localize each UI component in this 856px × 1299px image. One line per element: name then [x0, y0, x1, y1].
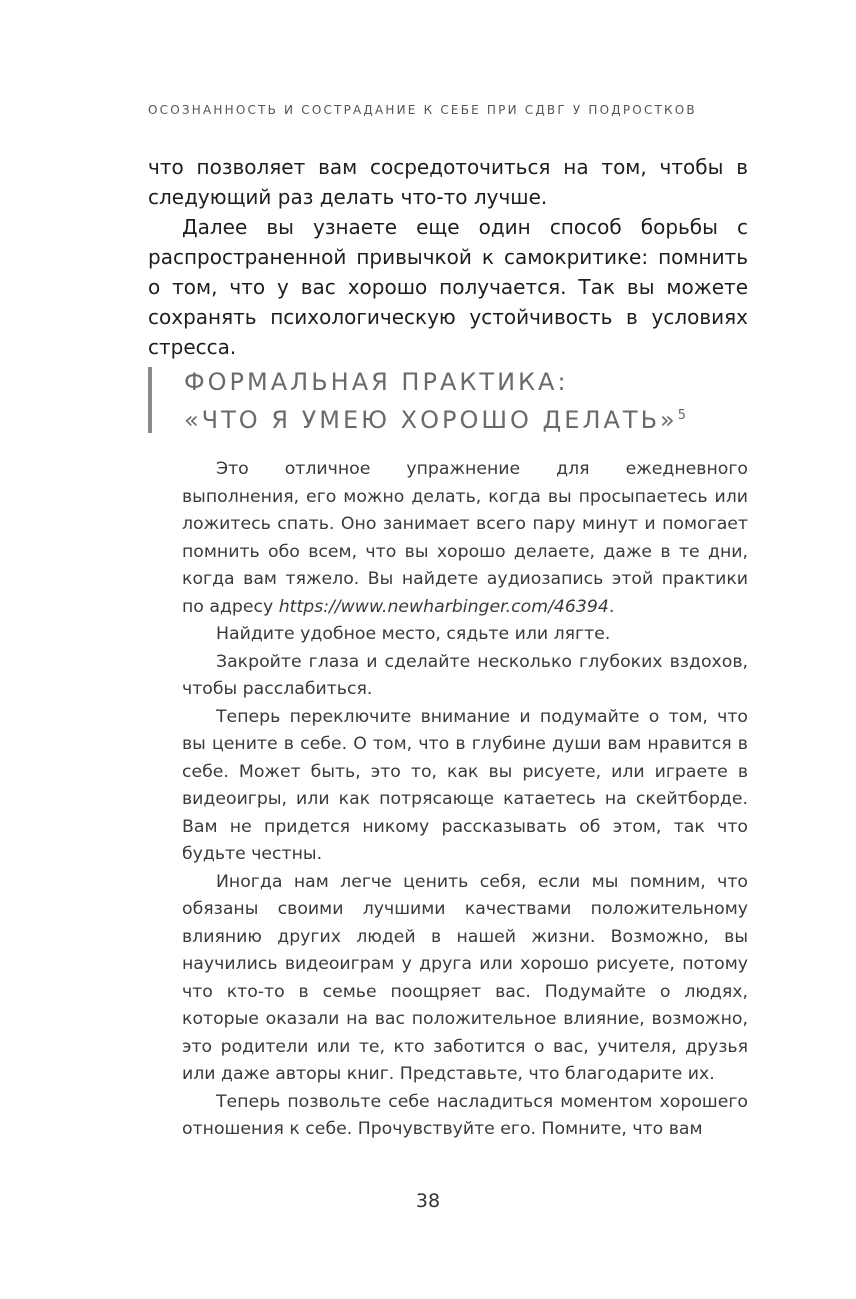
practice-title-line-2 — [184, 399, 744, 437]
heading-accent-bar — [148, 367, 152, 433]
intro-text — [148, 152, 748, 362]
practice-paragraph-text: Это отличное упражнение для ежедневного выполнения, его можно делать, когда вы просыпаетесь или ложитесь спать. Оно занимает всего пару минут и помогает помнить обо всем, что вы хорошо делаете, даже в те дни, когда вам тяжело. Вы найдете аудиозапись этой практики по адресу — [182, 459, 748, 617]
intro-paragraph-continued: что позволяет вам сосредоточиться на том, чтобы в следующий раз делать что-то лучше. — [148, 155, 748, 209]
practice-paragraph: Иногда нам легче ценить себя, если мы помним, что обязаны своими лучшими качествами положительному влиянию других людей в нашей жизни. Возможно, вы научились видеоиграм у друга или хорошо рисуете, потому что кто-то в семье поощряет вас. Подумайте о людях, которые оказали на вас положительное влияние, возможно, это родители или те, кто заботится о вас, учителя, друзья или даже авторы книг. Представьте, что благодарите их. — [182, 871, 748, 1084]
practice-paragraph: Теперь позвольте себе насладиться моментом хорошего отношения к себе. Прочувствуйте его. Помните, что вам — [182, 1091, 748, 1139]
practice-paragraph: Теперь переключите внимание и подумайте о том, что вы цените в себе. О том, что в глубине души вам нравится в себе. Может быть, это то, как вы рисуете, или играете в видеоигры, или как потрясающе катаетесь на скейтборде. Вам не придется никому рассказывать об этом, так что будьте честны. — [182, 706, 748, 864]
practice-paragraph — [182, 456, 748, 621]
practice-body — [182, 456, 748, 1144]
practice-title-line-1: ФОРМАЛЬНАЯ ПРАКТИКА: — [184, 368, 569, 396]
punctuation: . — [608, 596, 615, 617]
practice-title — [184, 365, 744, 437]
page-number: 38 — [415, 1190, 441, 1212]
running-head: ОСОЗНАННОСТЬ И СОСТРАДАНИЕ К СЕБЕ ПРИ СДВГ У ПОДРОСТКОВ — [148, 103, 697, 117]
audio-link[interactable]: https://www.newharbinger.com/46394 — [278, 596, 609, 617]
practice-paragraph: Закройте глаза и сделайте несколько глубоких вздохов, чтобы расслабиться. — [182, 651, 748, 699]
practice-paragraph: Найдите удобное место, сядьте или лягте. — [216, 624, 611, 644]
footnote-marker: 5 — [677, 408, 687, 423]
practice-title-text: «ЧТО Я УМЕЮ ХОРОШО ДЕЛАТЬ» — [184, 406, 678, 434]
intro-paragraph: Далее вы узнаете еще один способ борьбы с распространенной привычкой к самокритике: помнить о том, что у вас хорошо получается. Так вы можете сохранять психологическую устойчивость в условиях стресса. — [148, 215, 748, 359]
